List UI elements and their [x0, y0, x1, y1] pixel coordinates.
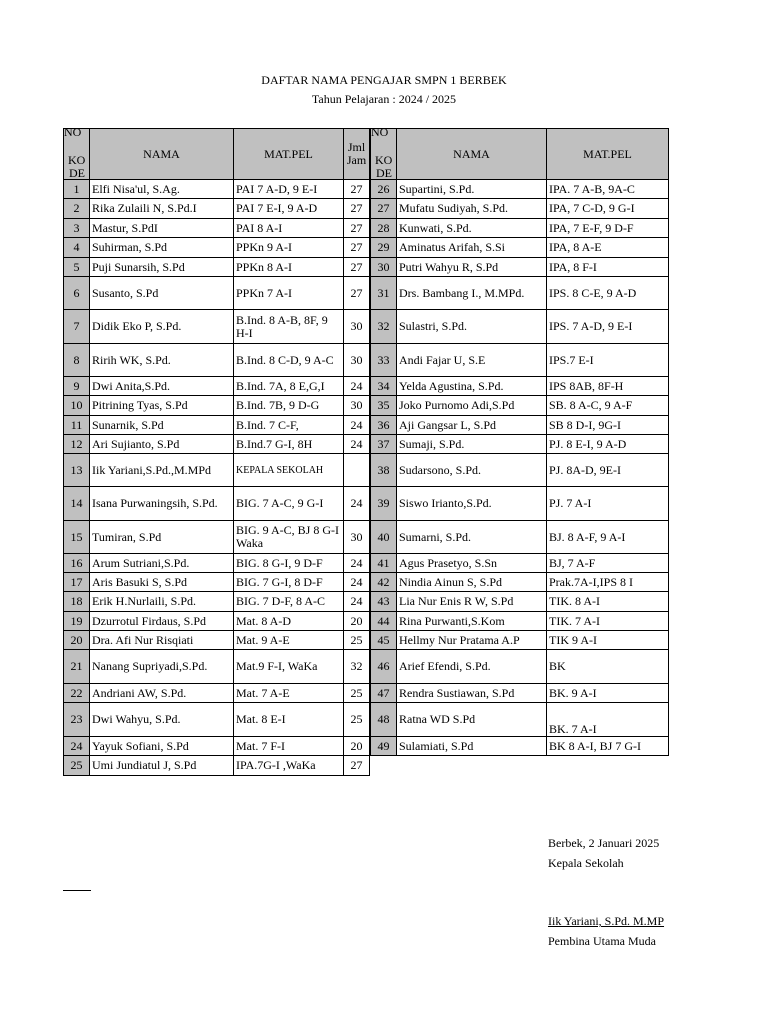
row-number: 26	[371, 180, 397, 199]
row-number: 1	[64, 180, 90, 199]
teacher-name: Isana Purwaningsih, S.Pd.	[90, 487, 234, 521]
subject: PJ. 7 A-I	[547, 487, 669, 521]
signature-place-date: Berbek, 2 Januari 2025	[548, 836, 660, 850]
table-row	[371, 521, 669, 554]
table-row	[371, 573, 669, 592]
subject: Prak.7A-I,IPS 8 I	[547, 573, 669, 592]
table-row	[371, 454, 669, 487]
subject: IPS.7 E-I	[547, 344, 669, 377]
subject: BK	[547, 650, 669, 684]
subject: BK 8 A-I, BJ 7 G-I	[547, 737, 669, 756]
teacher-name: Elfi Nisa'ul, S.Ag.	[90, 180, 234, 199]
row-number: 5	[64, 258, 90, 277]
subject: BJ, 7 A-F	[547, 554, 669, 573]
teacher-name: Nanang Supriyadi,S.Pd.	[90, 650, 234, 684]
row-number: 7	[64, 310, 90, 344]
teacher-name: Dwi Anita,S.Pd.	[90, 377, 234, 396]
row-number: 33	[371, 344, 397, 377]
teacher-name: Mastur, S.PdI	[90, 219, 234, 238]
row-number: 2	[64, 199, 90, 219]
teacher-name: Sudarsono, S.Pd.	[397, 454, 547, 487]
teacher-name: Tumiran, S.Pd	[90, 521, 234, 554]
table-row	[64, 277, 370, 310]
hours: 27	[344, 756, 370, 776]
subject: IPA, 8 F-I	[547, 258, 669, 277]
table-row	[371, 344, 669, 377]
subject: IPA, 7 C-D, 9 G-I	[547, 199, 669, 219]
teacher-name: Dra. Afi Nur Risqiati	[90, 631, 234, 650]
subject: BIG. 9 A-C, BJ 8 G-I Waka	[234, 521, 344, 554]
teacher-table-left	[63, 128, 370, 776]
header-jml-jam: Jml Jam	[344, 129, 370, 180]
row-number: 28	[371, 219, 397, 238]
row-number: 47	[371, 684, 397, 703]
teacher-name: Nindia Ainun S, S.Pd	[397, 573, 547, 592]
subject: IPS 8AB, 8F-H	[547, 377, 669, 396]
teacher-table-right-body	[371, 180, 669, 756]
subject: PAI 7 E-I, 9 A-D	[234, 199, 344, 219]
subject: BIG. 8 G-I, 9 D-F	[234, 554, 344, 573]
teacher-name: Kunwati, S.Pd.	[397, 219, 547, 238]
table-row	[64, 612, 370, 631]
subject: BIG. 7 A-C, 9 G-I	[234, 487, 344, 521]
table-row	[64, 377, 370, 396]
subject: PJ. 8 E-I, 9 A-D	[547, 435, 669, 454]
table-row	[64, 737, 370, 756]
teacher-name: Sulastri, S.Pd.	[397, 310, 547, 344]
subject: Mat. 7 A-E	[234, 684, 344, 703]
row-number: 29	[371, 238, 397, 258]
subject: Mat. 8 A-D	[234, 612, 344, 631]
signature-rank: Pembina Utama Muda	[548, 934, 656, 948]
hours: 27	[344, 219, 370, 238]
teacher-name: Andriani AW, S.Pd.	[90, 684, 234, 703]
teacher-name: Sunarnik, S.Pd	[90, 416, 234, 435]
table-row	[64, 756, 370, 776]
subject: B.Ind.7 G-I, 8H	[234, 435, 344, 454]
hours: 27	[344, 258, 370, 277]
row-number: 13	[64, 454, 90, 487]
table-row	[64, 416, 370, 435]
row-number: 21	[64, 650, 90, 684]
table-row	[371, 199, 669, 219]
hours: 27	[344, 277, 370, 310]
table-row	[64, 554, 370, 573]
hours: 32	[344, 650, 370, 684]
row-number: 8	[64, 344, 90, 377]
hours: 24	[344, 416, 370, 435]
hours: 25	[344, 684, 370, 703]
table-row	[64, 180, 370, 199]
teacher-name: Erik H.Nurlaili, S.Pd.	[90, 592, 234, 612]
document-subtitle: Tahun Pelajaran : 2024 / 2025	[311, 92, 457, 106]
hours: 25	[344, 703, 370, 737]
row-number: 22	[64, 684, 90, 703]
row-number: 30	[371, 258, 397, 277]
table-header-row	[371, 129, 669, 180]
subject: IPA, 7 E-F, 9 D-F	[547, 219, 669, 238]
row-number: 44	[371, 612, 397, 631]
document-title: DAFTAR NAMA PENGAJAR SMPN 1 BERBEK	[261, 73, 507, 87]
table-row	[64, 219, 370, 238]
table-row	[371, 435, 669, 454]
teacher-name: Susanto, S.Pd	[90, 277, 234, 310]
table-row	[64, 650, 370, 684]
subject: B.Ind. 8 A-B, 8F, 9 H-I	[234, 310, 344, 344]
row-number: 6	[64, 277, 90, 310]
teacher-name: Andi Fajar U, S.E	[397, 344, 547, 377]
teacher-name: Joko Purnomo Adi,S.Pd	[397, 396, 547, 416]
table-row	[64, 344, 370, 377]
teacher-name: Dwi Wahyu, S.Pd.	[90, 703, 234, 737]
table-row	[371, 631, 669, 650]
teacher-name: Yayuk Sofiani, S.Pd	[90, 737, 234, 756]
row-number: 16	[64, 554, 90, 573]
row-number: 36	[371, 416, 397, 435]
row-number: 42	[371, 573, 397, 592]
subject: BK. 7 A-I	[547, 703, 669, 737]
header-matpel: MAT.PEL	[547, 129, 669, 180]
table-row	[371, 396, 669, 416]
table-row	[371, 554, 669, 573]
teacher-name: Yelda Agustina, S.Pd.	[397, 377, 547, 396]
teacher-name: Puji Sunarsih, S.Pd	[90, 258, 234, 277]
subject: IPA.7G-I ,WaKa	[234, 756, 344, 776]
hours	[344, 454, 370, 487]
table-row	[64, 199, 370, 219]
row-number: 32	[371, 310, 397, 344]
teacher-name: Lia Nur Enis R W, S.Pd	[397, 592, 547, 612]
teacher-name: Aminatus Arifah, S.Si	[397, 238, 547, 258]
teacher-name: Sulamiati, S.Pd	[397, 737, 547, 756]
row-number: 17	[64, 573, 90, 592]
row-number: 39	[371, 487, 397, 521]
row-number: 49	[371, 737, 397, 756]
hours: 20	[344, 612, 370, 631]
row-number: 40	[371, 521, 397, 554]
row-number: 27	[371, 199, 397, 219]
subject: PPKn 7 A-I	[234, 277, 344, 310]
teacher-name: Putri Wahyu R, S.Pd	[397, 258, 547, 277]
teacher-table-right	[370, 128, 669, 756]
table-row	[64, 258, 370, 277]
hours: 30	[344, 310, 370, 344]
teacher-name: Aji Gangsar L, S.Pd	[397, 416, 547, 435]
subject: B.Ind. 8 C-D, 9 A-C	[234, 344, 344, 377]
subject: BIG. 7 D-F, 8 A-C	[234, 592, 344, 612]
subject: SB. 8 A-C, 9 A-F	[547, 396, 669, 416]
hours: 24	[344, 487, 370, 521]
header-nama: NAMA	[397, 129, 547, 180]
row-number: 25	[64, 756, 90, 776]
subject: KEPALA SEKOLAH	[234, 454, 344, 487]
teacher-name: Arum Sutriani,S.Pd.	[90, 554, 234, 573]
subject: B.Ind. 7A, 8 E,G,I	[234, 377, 344, 396]
row-number: 43	[371, 592, 397, 612]
teacher-name: Rendra Sustiawan, S.Pd	[397, 684, 547, 703]
signature-role: Kepala Sekolah	[548, 856, 624, 870]
table-row	[371, 612, 669, 631]
teacher-name: Dzurrotul Firdaus, S.Pd	[90, 612, 234, 631]
row-number: 46	[371, 650, 397, 684]
table-row	[371, 703, 669, 737]
teacher-name: Arief Efendi, S.Pd.	[397, 650, 547, 684]
row-number: 37	[371, 435, 397, 454]
table-row	[371, 277, 669, 310]
subject: BIG. 7 G-I, 8 D-F	[234, 573, 344, 592]
teacher-name: Supartini, S.Pd.	[397, 180, 547, 199]
hours: 24	[344, 592, 370, 612]
subject: IPA, 8 A-E	[547, 238, 669, 258]
subject: IPA. 7 A-B, 9A-C	[547, 180, 669, 199]
header-no-kode: NO KO DE	[64, 129, 90, 180]
table-row	[64, 310, 370, 344]
teacher-table-left-body	[64, 180, 370, 776]
hours: 24	[344, 377, 370, 396]
table-row	[371, 737, 669, 756]
table-row	[64, 454, 370, 487]
teacher-name: Ari Sujianto, S.Pd	[90, 435, 234, 454]
row-number: 23	[64, 703, 90, 737]
table-row	[371, 238, 669, 258]
divider-line	[63, 890, 91, 891]
hours: 24	[344, 573, 370, 592]
subject: B.Ind. 7B, 9 D-G	[234, 396, 344, 416]
subject: PPKn 8 A-I	[234, 258, 344, 277]
subject: IPS. 8 C-E, 9 A-D	[547, 277, 669, 310]
subject: TIK 9 A-I	[547, 631, 669, 650]
subject: SB 8 D-I, 9G-I	[547, 416, 669, 435]
subject: PPKn 9 A-I	[234, 238, 344, 258]
hours: 24	[344, 554, 370, 573]
table-row	[64, 238, 370, 258]
subject: Mat.9 F-I, WaKa	[234, 650, 344, 684]
row-number: 9	[64, 377, 90, 396]
header-nama: NAMA	[90, 129, 234, 180]
table-row	[64, 631, 370, 650]
row-number: 3	[64, 219, 90, 238]
row-number: 10	[64, 396, 90, 416]
hours: 24	[344, 435, 370, 454]
teacher-name: Mufatu Sudiyah, S.Pd.	[397, 199, 547, 219]
row-number: 35	[371, 396, 397, 416]
hours: 27	[344, 180, 370, 199]
table-row	[64, 396, 370, 416]
subject: Mat. 9 A-E	[234, 631, 344, 650]
header-no-kode: NO KO DE	[371, 129, 397, 180]
teacher-name: Didik Eko P, S.Pd.	[90, 310, 234, 344]
hours: 27	[344, 238, 370, 258]
teacher-name: Umi Jundiatul J, S.Pd	[90, 756, 234, 776]
teacher-name: Siswo Irianto,S.Pd.	[397, 487, 547, 521]
subject: Mat. 7 F-I	[234, 737, 344, 756]
teacher-name: Rina Purwanti,S.Kom	[397, 612, 547, 631]
table-row	[371, 180, 669, 199]
row-number: 48	[371, 703, 397, 737]
table-header-row	[64, 129, 370, 180]
hours: 20	[344, 737, 370, 756]
subject: BK. 9 A-I	[547, 684, 669, 703]
row-number: 34	[371, 377, 397, 396]
teacher-name: Sumaji, S.Pd.	[397, 435, 547, 454]
row-number: 38	[371, 454, 397, 487]
table-row	[371, 684, 669, 703]
row-number: 45	[371, 631, 397, 650]
table-row	[64, 435, 370, 454]
table-row	[371, 219, 669, 238]
signature-name: Iik Yariani, S.Pd. M.MP	[548, 914, 665, 928]
hours: 30	[344, 521, 370, 554]
teacher-name: Drs. Bambang I., M.MPd.	[397, 277, 547, 310]
teacher-name: Ririh WK, S.Pd.	[90, 344, 234, 377]
table-row	[371, 416, 669, 435]
row-number: 4	[64, 238, 90, 258]
row-number: 11	[64, 416, 90, 435]
hours: 27	[344, 199, 370, 219]
subject: TIK. 8 A-I	[547, 592, 669, 612]
table-row	[64, 592, 370, 612]
row-number: 24	[64, 737, 90, 756]
table-row	[64, 684, 370, 703]
table-row	[64, 521, 370, 554]
table-row	[371, 487, 669, 521]
teacher-name: Suhirman, S.Pd	[90, 238, 234, 258]
table-row	[371, 592, 669, 612]
row-number: 18	[64, 592, 90, 612]
row-number: 15	[64, 521, 90, 554]
subject: BJ. 8 A-F, 9 A-I	[547, 521, 669, 554]
table-row	[371, 258, 669, 277]
teacher-name: Sumarni, S.Pd.	[397, 521, 547, 554]
table-row	[64, 573, 370, 592]
subject: PAI 8 A-I	[234, 219, 344, 238]
row-number: 12	[64, 435, 90, 454]
hours: 30	[344, 344, 370, 377]
hours: 30	[344, 396, 370, 416]
subject: PJ. 8A-D, 9E-I	[547, 454, 669, 487]
table-row	[371, 310, 669, 344]
table-row	[371, 377, 669, 396]
row-number: 19	[64, 612, 90, 631]
subject: B.Ind. 7 C-F,	[234, 416, 344, 435]
subject: Mat. 8 E-I	[234, 703, 344, 737]
subject: IPS. 7 A-D, 9 E-I	[547, 310, 669, 344]
row-number: 41	[371, 554, 397, 573]
teacher-name: Rika Zulaili N, S.Pd.I	[90, 199, 234, 219]
teacher-name: Ratna WD S.Pd	[397, 703, 547, 737]
teacher-name: Iik Yariani,S.Pd.,M.MPd	[90, 454, 234, 487]
row-number: 14	[64, 487, 90, 521]
subject: TIK. 7 A-I	[547, 612, 669, 631]
teacher-name: Pitrining Tyas, S.Pd	[90, 396, 234, 416]
row-number: 31	[371, 277, 397, 310]
teacher-name: Aris Basuki S, S.Pd	[90, 573, 234, 592]
table-row	[371, 650, 669, 684]
teacher-name: Agus Prasetyo, S.Sn	[397, 554, 547, 573]
teacher-name: Hellmy Nur Pratama A.P	[397, 631, 547, 650]
subject: PAI 7 A-D, 9 E-I	[234, 180, 344, 199]
header-matpel: MAT.PEL	[234, 129, 344, 180]
row-number: 20	[64, 631, 90, 650]
table-row	[64, 703, 370, 737]
hours: 25	[344, 631, 370, 650]
table-row	[64, 487, 370, 521]
